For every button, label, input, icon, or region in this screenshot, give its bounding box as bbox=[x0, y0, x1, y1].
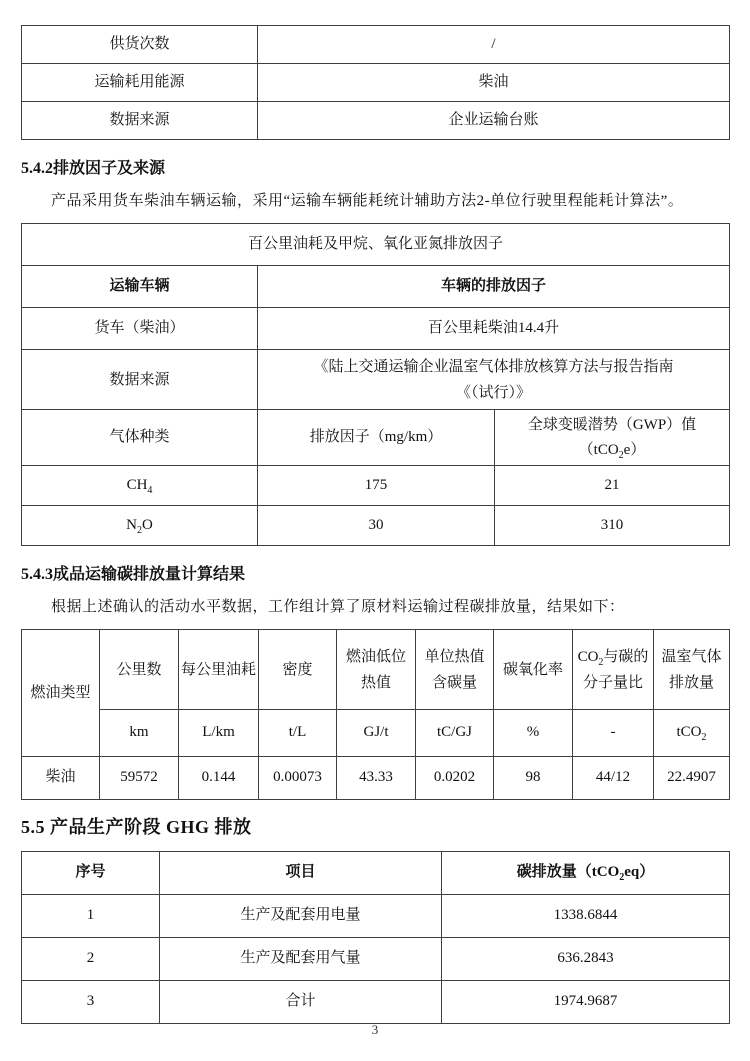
density-value: 0.00073 bbox=[259, 757, 337, 800]
gwp-header-cell bbox=[495, 410, 730, 466]
fuel-per-km-value: 0.144 bbox=[179, 757, 259, 800]
table-row bbox=[22, 981, 730, 1024]
emission-header-cell: 碳排放量（tCO$_2$eq） bbox=[442, 852, 730, 895]
fuel-type-header-cell: 燃油类型 bbox=[22, 630, 100, 757]
oxidation-rate-header-cell: 碳氧化率 bbox=[494, 630, 573, 710]
table-header-row bbox=[22, 630, 730, 710]
table-row bbox=[22, 64, 730, 102]
factor-header-cell: 车辆的排放因子 bbox=[258, 266, 730, 308]
no-header-cell: 序号 bbox=[22, 852, 160, 895]
row-value: 1974.9687 bbox=[442, 981, 730, 1024]
km-value: 59572 bbox=[100, 757, 179, 800]
source-value-cell bbox=[258, 350, 730, 410]
ch4-ef-value: 175 bbox=[258, 466, 495, 506]
table-title-row bbox=[22, 224, 730, 266]
table-row bbox=[22, 757, 730, 800]
table-row bbox=[22, 506, 730, 546]
section-542-paragraph: 产品采用货车柴油车辆运输，采用“运输车辆能耗统计辅助方法2-单位行驶里程能耗计算法”。 bbox=[51, 193, 684, 209]
co2-carbon-ratio-value: 44/12 bbox=[573, 757, 654, 800]
table-row bbox=[22, 895, 730, 938]
table-row bbox=[22, 26, 730, 64]
fuel-per-km-header-cell: 每公里油耗 bbox=[179, 630, 259, 710]
n2o-gwp-value: 310 bbox=[495, 506, 730, 546]
row-value: 1338.6844 bbox=[442, 895, 730, 938]
table-row bbox=[22, 350, 730, 410]
data-source-label: 数据来源 bbox=[22, 102, 258, 140]
transport-energy-label: 运输耗用能源 bbox=[22, 64, 258, 102]
co2-carbon-ratio-header-cell: $CO_2$与碳的分子量比 bbox=[573, 630, 654, 710]
supply-count-label: 供货次数 bbox=[22, 26, 258, 64]
gas-name-n2o: $N_2O$ bbox=[22, 506, 258, 546]
truck-value-cell: 百公里耗柴油14.4升 bbox=[258, 308, 730, 350]
ghg-emission-value: 22.4907 bbox=[654, 757, 730, 800]
km-header-cell: 公里数 bbox=[100, 630, 179, 710]
table-row bbox=[22, 938, 730, 981]
lower-heating-value-header-cell: 燃油低位热值 bbox=[337, 630, 416, 710]
lower-heating-value-value: 43.33 bbox=[337, 757, 416, 800]
item-header-cell: 项目 bbox=[160, 852, 442, 895]
ef-header-cell: 排放因子（mg/km） bbox=[258, 410, 495, 466]
table-row bbox=[22, 102, 730, 140]
gas-name-ch4: $CH_4$ bbox=[22, 466, 258, 506]
carbon-content-unit-cell: tC/GJ bbox=[416, 710, 494, 757]
ghg-emission-unit-cell: tCO$_2$ bbox=[654, 710, 730, 757]
row-item: 生产及配套用电量 bbox=[160, 895, 442, 938]
supply-count-value: / bbox=[258, 26, 730, 64]
production-ghg-table bbox=[21, 851, 730, 1024]
density-unit-cell: t/L bbox=[259, 710, 337, 757]
transport-energy-value: 柴油 bbox=[258, 64, 730, 102]
fuel-name-cell: 柴油 bbox=[22, 757, 100, 800]
vehicle-header-cell: 运输车辆 bbox=[22, 266, 258, 308]
oxidation-rate-unit-cell: % bbox=[494, 710, 573, 757]
table-row bbox=[22, 466, 730, 506]
fuel-per-km-unit-cell: L/km bbox=[179, 710, 259, 757]
table-row bbox=[22, 308, 730, 350]
row-item: 生产及配套用气量 bbox=[160, 938, 442, 981]
source-label-cell: 数据来源 bbox=[22, 350, 258, 410]
table-units-row bbox=[22, 710, 730, 757]
section-543-paragraph: 根据上述确认的活动水平数据，工作组计算了原材料运输过程碳排放量，结果如下： bbox=[51, 599, 625, 615]
transport-calc-table bbox=[21, 629, 730, 800]
row-value: 636.2843 bbox=[442, 938, 730, 981]
gwp-unit: （tCO$_2$e） bbox=[578, 441, 646, 461]
section-heading-543: 5.4.3成品运输碳排放量计算结果 bbox=[21, 566, 246, 583]
oxidation-rate-value: 98 bbox=[494, 757, 573, 800]
supply-info-table bbox=[21, 25, 730, 140]
gas-type-header-cell: 气体种类 bbox=[22, 410, 258, 466]
row-no: 1 bbox=[22, 895, 160, 938]
co2-carbon-ratio-unit-cell: - bbox=[573, 710, 654, 757]
table-header-row bbox=[22, 852, 730, 895]
row-no: 2 bbox=[22, 938, 160, 981]
section-heading-55: 5.5 产品生产阶段 GHG 排放 bbox=[21, 817, 252, 837]
carbon-content-value: 0.0202 bbox=[416, 757, 494, 800]
source-line2: 《（试行）》 bbox=[456, 384, 532, 401]
row-no: 3 bbox=[22, 981, 160, 1024]
density-header-cell: 密度 bbox=[259, 630, 337, 710]
carbon-content-header-cell: 单位热值含碳量 bbox=[416, 630, 494, 710]
truck-label-cell: 货车（柴油） bbox=[22, 308, 258, 350]
emission-factor-table bbox=[21, 223, 730, 546]
row-item: 合计 bbox=[160, 981, 442, 1024]
gwp-header-line1: 全球变暖潜势（GWP）值 bbox=[527, 416, 697, 433]
lower-heating-value-unit-cell: GJ/t bbox=[337, 710, 416, 757]
n2o-ef-value: 30 bbox=[258, 506, 495, 546]
table-header-row bbox=[22, 266, 730, 308]
km-unit-cell: km bbox=[100, 710, 179, 757]
page-number: 3 bbox=[371, 1022, 379, 1037]
section-heading-542: 5.4.2排放因子及来源 bbox=[21, 160, 166, 177]
table-header-row bbox=[22, 410, 730, 466]
ghg-emission-header-cell: 温室气体排放量 bbox=[654, 630, 730, 710]
factor-table-title: 百公里油耗及甲烷、氧化亚氮排放因子 bbox=[22, 224, 730, 266]
source-line1: 《陆上交通运输企业温室气体排放核算方法与报告指南 bbox=[313, 358, 674, 375]
data-source-value: 企业运输台账 bbox=[258, 102, 730, 140]
ch4-gwp-value: 21 bbox=[495, 466, 730, 506]
